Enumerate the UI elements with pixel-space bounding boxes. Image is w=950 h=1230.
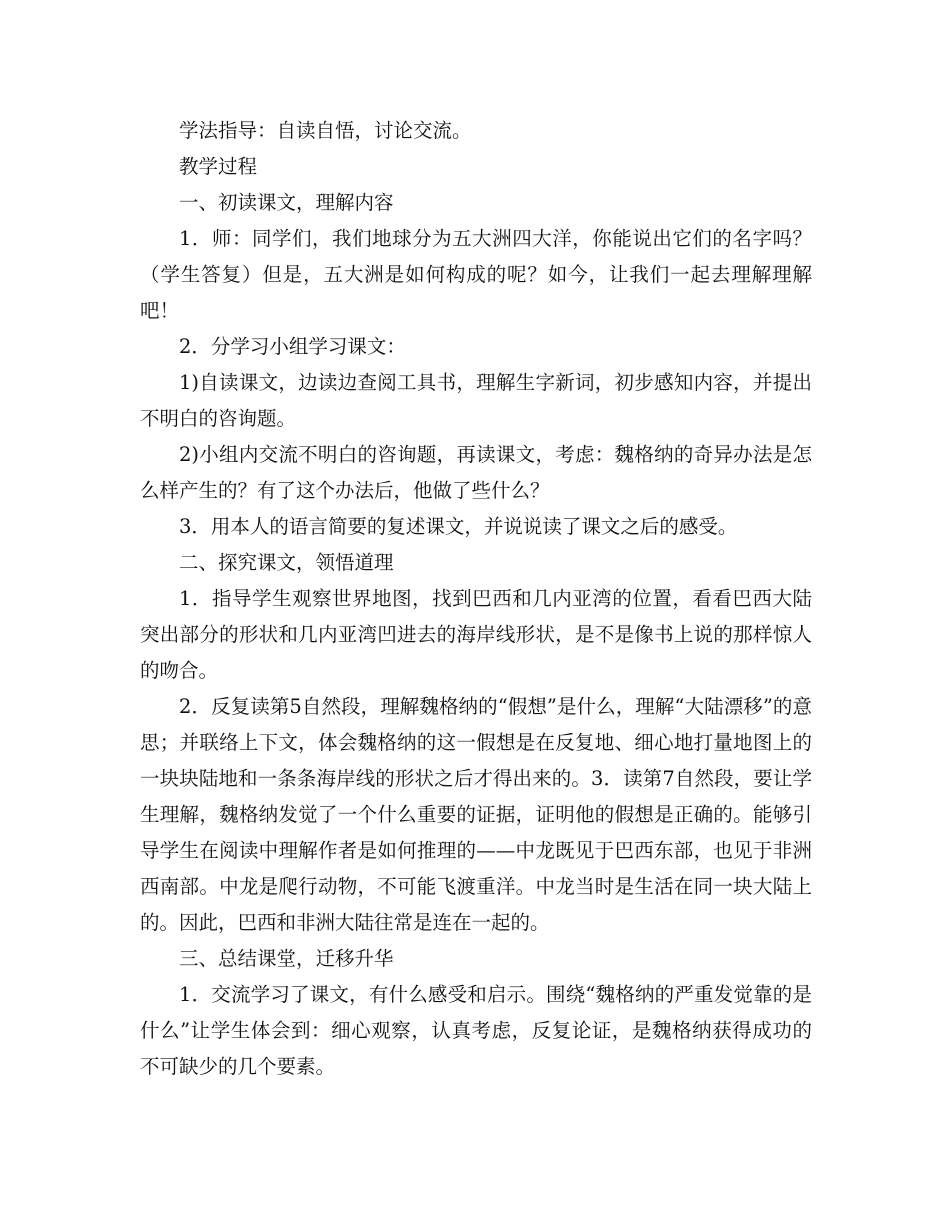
paragraph: 2)小组内交流不明白的咨询题，再读课文，考虑：魏格纳的奇异办法是怎么样产生的？有了这个办法后，他做了些什么？	[140, 443, 812, 502]
section-three-heading: 三、总结课堂，迁移升华	[179, 947, 394, 970]
paragraph: 2．分学习小组学习课文：	[179, 335, 406, 358]
section-one-heading: 一、初读课文，理解内容	[179, 191, 394, 214]
section-two-heading: 二、探究课文，领悟道理	[179, 551, 394, 574]
document-body	[140, 113, 812, 1085]
teaching-process-heading: 教学过程	[179, 155, 258, 178]
paragraph: 1．交流学习了课文，有什么感受和启示。围绕“魏格纳的严重发觉靠的是什么”让学生体会到：细心观察，认真考虑，反复论证，是魏格纳获得成功的不可缺少的几个要素。	[140, 983, 812, 1078]
paragraph: 1．指导学生观察世界地图，找到巴西和几内亚湾的位置，看看巴西大陆突出部分的形状和几内亚湾凹进去的海岸线形状，是不是像书上说的那样惊人的吻合。	[140, 587, 812, 682]
paragraph: 2．反复读第5自然段，理解魏格纳的“假想”是什么，理解“大陆漂移”的意思；并联络上下文，体会魏格纳的这一假想是在反复地、细心地打量地图上的一块块陆地和一条条海岸线的形状之后才得出来的。3．读第7自然段，要让学生理解，魏格纳发觉了一个什么重要的证据，证明他的假想是正确的。能够引导学生在阅读中理解作者是如何推理的——中龙既见于巴西东部，也见于非洲西南部。中龙是爬行动物，不可能飞渡重洋。中龙当时是生活在同一块大陆上的。因此，巴西和非洲大陆往常是连在一起的。	[140, 695, 812, 934]
paragraph: 1)自读课文，边读边查阅工具书，理解生字新词，初步感知内容，并提出不明白的咨询题。	[140, 371, 812, 430]
paragraph: 1．师：同学们，我们地球分为五大洲四大洋，你能说出它们的名字吗？（学生答复）但是，五大洲是如何构成的呢？如今，让我们一起去理解理解吧！	[140, 227, 812, 322]
study-method-paragraph: 学法指导：自读自悟，讨论交流。	[179, 119, 472, 142]
paragraph: 3．用本人的语言简要的复述课文，并说说读了课文之后的感受。	[179, 515, 738, 538]
